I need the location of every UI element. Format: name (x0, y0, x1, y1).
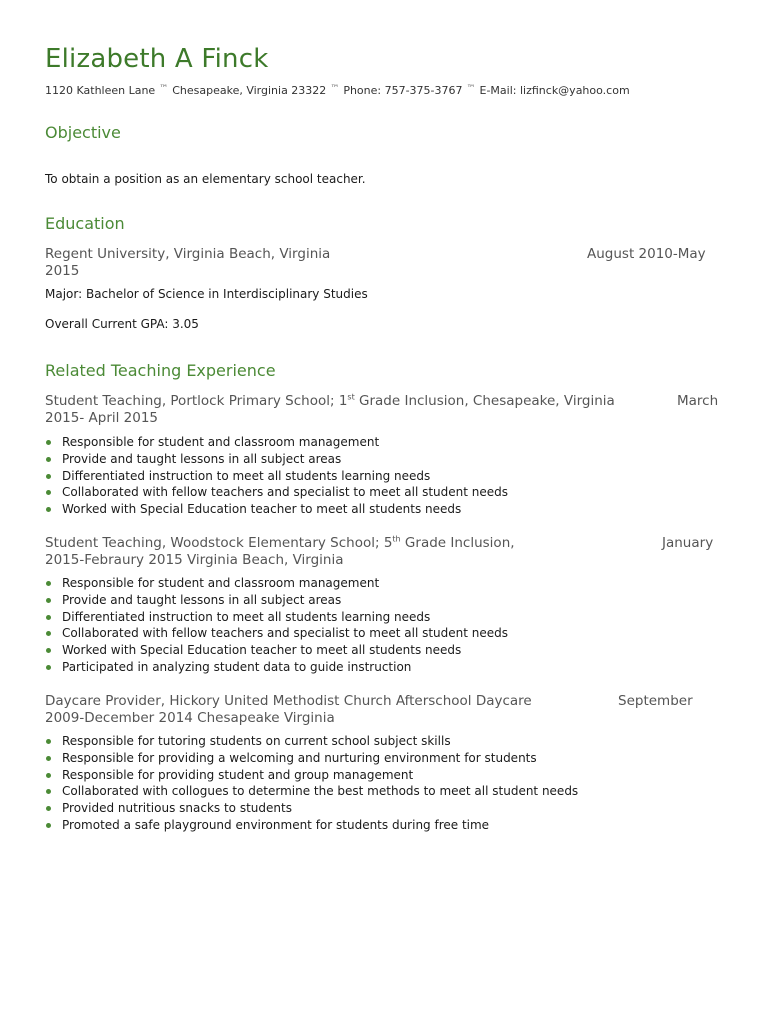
list-item: Responsible for student and classroom management (45, 434, 508, 451)
job-title: Student Teaching, Woodstock Elementary School; 5th Grade Inclusion, (45, 534, 515, 551)
experience-heading: Related Teaching Experience (45, 361, 276, 380)
list-item: Collaborated with fellow teachers and specialist to meet all student needs (45, 625, 508, 642)
list-item: Collaborated with collogues to determine the best methods to meet all student needs (45, 783, 578, 800)
bullet-icon (46, 773, 51, 778)
bullet-icon (46, 615, 51, 620)
list-item: Responsible for providing a welcoming and nurturing environment for students (45, 750, 578, 767)
bullet-icon (46, 507, 51, 512)
bullet-icon (46, 739, 51, 744)
list-item: Participated in analyzing student data to guide instruction (45, 659, 508, 676)
list-item: Provided nutritious snacks to students (45, 800, 578, 817)
contact-city: Chesapeake, Virginia 23322 (172, 84, 327, 97)
list-item: Worked with Special Education teacher to meet all students needs (45, 501, 508, 518)
list-item: Collaborated with fellow teachers and specialist to meet all student needs (45, 484, 508, 501)
job-entry (45, 693, 721, 727)
list-item: Responsible for student and classroom management (45, 575, 508, 592)
job-entry (45, 535, 721, 569)
education-gpa: Overall Current GPA: 3.05 (45, 317, 199, 331)
contact-separator: ™ (159, 84, 169, 94)
job-duties (45, 434, 508, 518)
job-dates: September (618, 693, 693, 709)
education-dates-end: 2015 (45, 263, 80, 279)
bullet-icon (46, 756, 51, 761)
contact-line (45, 84, 630, 97)
objective-heading: Objective (45, 123, 121, 142)
bullet-icon (46, 598, 51, 603)
job-dates-line: 2015- April 2015 (45, 410, 159, 426)
education-heading: Education (45, 214, 125, 233)
education-major: Major: Bachelor of Science in Interdisciplinary Studies (45, 287, 368, 301)
contact-separator: ™ (466, 84, 476, 94)
list-item: Responsible for providing student and group management (45, 767, 578, 784)
list-item: Provide and taught lessons in all subject areas (45, 451, 508, 468)
job-title: Student Teaching, Portlock Primary School; 1st Grade Inclusion, Chesapeake, Virginia (45, 392, 615, 409)
education-dates: August 2010-May (587, 246, 706, 262)
contact-email: E-Mail: lizfinck@yahoo.com (479, 84, 630, 97)
bullet-icon (46, 440, 51, 445)
bullet-icon (46, 581, 51, 586)
contact-separator: ™ (330, 84, 340, 94)
bullet-icon (46, 457, 51, 462)
job-duties (45, 575, 508, 676)
candidate-name: Elizabeth A Finck (45, 44, 269, 74)
bullet-icon (46, 665, 51, 670)
job-duties (45, 733, 578, 834)
job-entry (45, 393, 721, 427)
job-dates-line: 2015-Febraury 2015 Virginia Beach, Virginia (45, 552, 344, 568)
list-item: Promoted a safe playground environment for students during free time (45, 817, 578, 834)
job-dates: January (662, 535, 714, 551)
job-dates-line: 2009-December 2014 Chesapeake Virginia (45, 710, 335, 726)
bullet-icon (46, 806, 51, 811)
bullet-icon (46, 789, 51, 794)
bullet-icon (46, 823, 51, 828)
contact-phone: Phone: 757-375-3767 (343, 84, 463, 97)
bullet-icon (46, 474, 51, 479)
list-item: Differentiated instruction to meet all students learning needs (45, 609, 508, 626)
school-name: Regent University, Virginia Beach, Virginia (45, 246, 331, 262)
education-entry (45, 246, 721, 280)
bullet-icon (46, 631, 51, 636)
bullet-icon (46, 648, 51, 653)
job-title: Daycare Provider, Hickory United Methodist Church Afterschool Daycare (45, 693, 532, 709)
objective-text: To obtain a position as an elementary school teacher. (45, 172, 366, 186)
list-item: Provide and taught lessons in all subject areas (45, 592, 508, 609)
contact-address: 1120 Kathleen Lane (45, 84, 156, 97)
job-dates: March (677, 393, 719, 409)
list-item: Differentiated instruction to meet all students learning needs (45, 468, 508, 485)
bullet-icon (46, 490, 51, 495)
list-item: Worked with Special Education teacher to meet all students needs (45, 642, 508, 659)
list-item: Responsible for tutoring students on current school subject skills (45, 733, 578, 750)
